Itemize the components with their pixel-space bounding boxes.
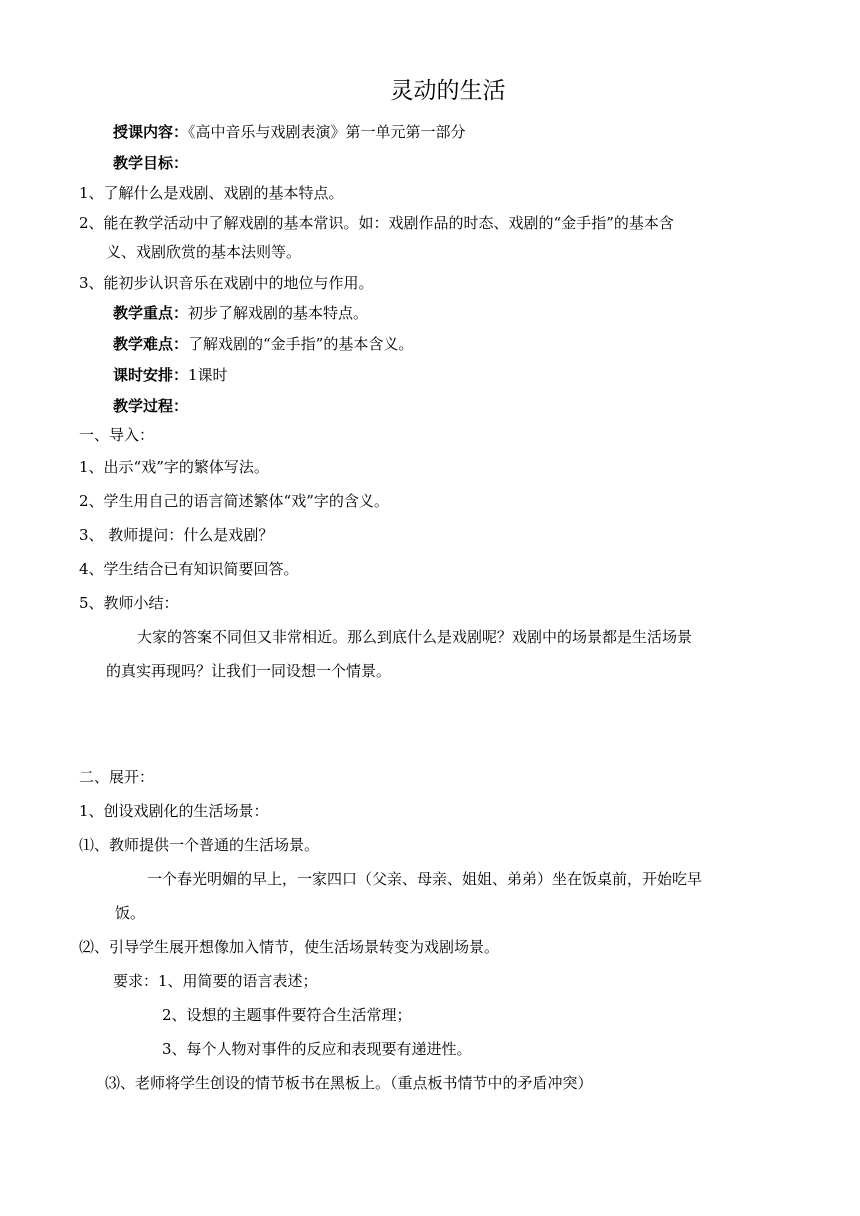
content-value: 《高中音乐与戏剧表演》第一单元第一部分: [188, 123, 466, 141]
intro-summary-2: 的真实再现吗？让我们一同设想一个情景。: [106, 662, 392, 680]
intro-heading: 一、导入：: [79, 426, 155, 444]
intro-summary-1: 大家的答案不同但又非常相近。那么到底什么是戏剧呢？戏剧中的场景都是生活场景: [137, 628, 693, 646]
develop-sub-2: ⑵、引导学生展开想像加入情节，使生活场景转变为戏剧场景。: [79, 938, 500, 956]
process-label: 教学过程：: [113, 397, 189, 415]
focus-line: [113, 303, 368, 323]
difficulty-label: 教学难点：: [113, 335, 189, 353]
goals-label: 教学目标：: [113, 154, 189, 172]
focus-label: 教学重点：: [113, 304, 189, 322]
content-label: 授课内容：: [113, 123, 189, 141]
difficulty-line: [113, 334, 413, 354]
schedule-line: [113, 365, 228, 385]
requirement-3: 3、每个人物对事件的反应和表现要有递进性。: [162, 1040, 472, 1058]
goal-item-1: 1、了解什么是戏剧、戏剧的基本特点。: [79, 184, 344, 202]
goal-item-3: 3、能初步认识音乐在戏剧中的地位与作用。: [79, 274, 374, 292]
focus-value: 初步了解戏剧的基本特点。: [188, 304, 369, 322]
develop-heading: 二、展开：: [79, 768, 155, 786]
scene-text-1: 一个春光明媚的早上，一家四口（父亲、母亲、姐姐、弟弟）坐在饭桌前，开始吃早: [147, 870, 703, 888]
intro-item-4: 4、学生结合已有知识简要回答。: [79, 560, 299, 578]
intro-item-3: 3、 教师提问：什么是戏剧？: [79, 526, 274, 544]
content-line: [113, 122, 466, 142]
develop-item-1: 1、创设戏剧化的生活场景：: [79, 802, 269, 820]
requirement-2: 2、设想的主题事件要符合生活常理；: [162, 1006, 412, 1024]
develop-sub-1: ⑴、教师提供一个普通的生活场景。: [79, 836, 320, 854]
scene-text-2: 饭。: [115, 904, 146, 922]
develop-sub-3: ⑶、老师将学生创设的情节板书在黑板上。（重点板书情节中的矛盾冲突）: [105, 1074, 593, 1092]
goal-item-2: 2、能在教学活动中了解戏剧的基本常识。如：戏剧作品的时态、戏剧的“金手指”的基本含: [79, 214, 674, 232]
requirement-1: 要求：1、用简要的语言表述；: [113, 972, 318, 990]
difficulty-value: 了解戏剧的“金手指”的基本含义。: [188, 335, 414, 353]
intro-item-1: 1、出示“戏”字的繁体写法。: [79, 458, 269, 476]
intro-item-5: 5、教师小结：: [79, 594, 179, 612]
goal-item-2-cont: 义、戏剧欣赏的基本法则等。: [106, 243, 302, 261]
schedule-value: 1课时: [188, 366, 228, 384]
document-title: 灵动的生活: [390, 78, 506, 104]
intro-item-2: 2、学生用自己的语言简述繁体“戏”字的含义。: [79, 492, 389, 510]
schedule-label: 课时安排：: [113, 366, 189, 384]
